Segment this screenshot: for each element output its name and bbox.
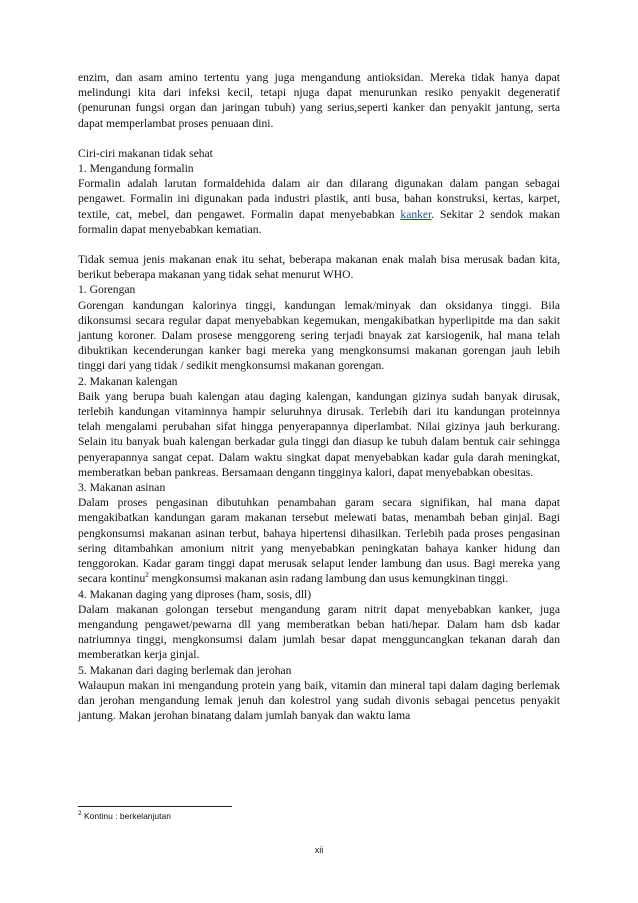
- footnote-text: Kontinu : berkelanjutan: [84, 811, 171, 821]
- section3-paragraph: [78, 495, 560, 586]
- section5-text: Walaupun makan ini mengandung protein yang baik, vitamin dan mineral tapi dalam daging berlemak dan jerohan mengandung lemak jenuh dan kolestrol yang sudah divonis sebagai pencetus penyakit jantung. Makan jerohan binatang dalam jumlah banyak dan waktu lama: [78, 678, 560, 723]
- footnote: [78, 811, 171, 821]
- section3-title: 3. Makanan asinan: [78, 481, 166, 495]
- footnote-number: 2: [78, 810, 82, 818]
- item1-paragraph: [78, 176, 560, 237]
- section1-title: 1. Gorengan: [78, 283, 136, 297]
- body-text: [78, 70, 560, 723]
- section4-text: Dalam makanan golongan tersebut mengandung garam nitrit dapat menyebabkan kanker, juga mengandung pengawet/pewarna dll yang memberatkan beban hati/hepar. Dalam ham dsb kadar natriumnya tinggi, mengkonsumsi dalam jumlah besar dapat mengguncangkan tekanan darah dan memberatkan kerja ginjal.: [78, 602, 560, 662]
- ciri-heading: Ciri-ciri makanan tidak sehat: [78, 146, 213, 160]
- item1-title: 1. Mengandung formalin: [78, 162, 194, 176]
- footnote-ref[interactable]: 2: [145, 571, 149, 580]
- intro-paragraph: Tidak semua jenis makanan enak itu sehat, beberapa makanan enak malah bisa merusak badan kita, berikut beberapa makanan yang tidak sehat menurut WHO.: [78, 253, 560, 282]
- section2-text: Baik yang berupa buah kalengan atau daging kalengan, kandungan gizinya sudah banyak dirusak, terlebih kandungan vitaminnya hampir seluruhnya dirusak. Terlebih dari itu kandungan proteinnya telah mengalami perubahan sifat hingga penyerapannya diperlambat. Nilai gizinya jauh berkurang. Selain itu banyak buah kalengan berkadar gula tinggi dan diasup ke tubuh dalam bentuk cair sehingga penyerapannya sangat cepat. Dalam waktu singkat dapat menyebabkan kadar gula darah meningkat, memberatkan beban pankreas. Bersamaan dengann tingginya kalori, dapat menyebabkan obesitas.: [78, 389, 560, 479]
- section5-title: 5. Makanan dari daging berlemak dan jerohan: [78, 663, 292, 677]
- page-number: xii: [314, 845, 324, 855]
- section3-text-a: Dalam proses pengasinan dibutuhkan penambahan garam secara signifikan, hal mana dapat mengakibatkan kandungan garam makanan tersebut melewati batas, menambah beban ginjal. Bagi pengkonsumsi makanan asinan terbut, bahaya hipertensi dihasilkan. Terlebih pada proses pengasinan sering ditambahkan amonium nitrit yang menyebabkan peningkatan bahaya kanker hidung dan tenggorokan. Kadar garam tinggi dapat merusak selaput lender lambung dan usus. Bagi mereka yang secara kontinu: [78, 496, 560, 586]
- footnote-divider: [78, 806, 232, 807]
- paragraph-antioxidant: enzim, dan asam amino tertentu yang juga mengandung antioksidan. Mereka tidak hanya dapat melindungi kita dari infeksi kecil, tetapi njuga dapat menurunkan resiko penyakit degeneratif (penurunan fungsi organ dan jaringan tubuh) yang serius,seperti kanker dan penyakit jantung, serta dapat memperlambat proses penuaan dini.: [78, 71, 560, 130]
- section1-text: Gorengan kandungan kalorinya tinggi, kandungan lemak/minyak dan oksidanya tinggi. Bila dikonsumsi secara regular dapat menyebabkan kegemukan, mengakibatkan hyperlipitde ma dan sakit jantung koroner. Dalam prosese menggoreng sering terjadi bnayak zat karsiogenik, hal mana telah dibuktikan kecenderungan kanker bagi mereka yang mengkonsumsi makanan gorengan jauh lebih tinggi dari yang tidak / sedikit mengkonsumsi makanan gorengan.: [78, 298, 560, 373]
- section4-title: 4. Makanan daging yang diproses (ham, sosis, dll): [78, 587, 312, 601]
- section2-title: 2. Makanan kalengan: [78, 374, 178, 388]
- item1-text-a: Formalin adalah larutan formaldehida dalam air dan dilarang digunakan dalam pangan sebagai pengawet. Formalin ini digunakan pada industri plastik, anti busa, bahan konstruksi, kertas, karpet, textile, cat, mebel, dan pengawet. Formalin dapat menyebabkan: [78, 177, 560, 221]
- kanker-link[interactable]: kanker: [400, 207, 432, 221]
- section3-text-b: mengkonsumsi makanan asin radang lambung dan usus kemungkinan tinggi.: [148, 572, 509, 586]
- item1-text-b: . Sekitar 2 sendok makan formalin dapat menyebabkan kematian.: [78, 207, 560, 236]
